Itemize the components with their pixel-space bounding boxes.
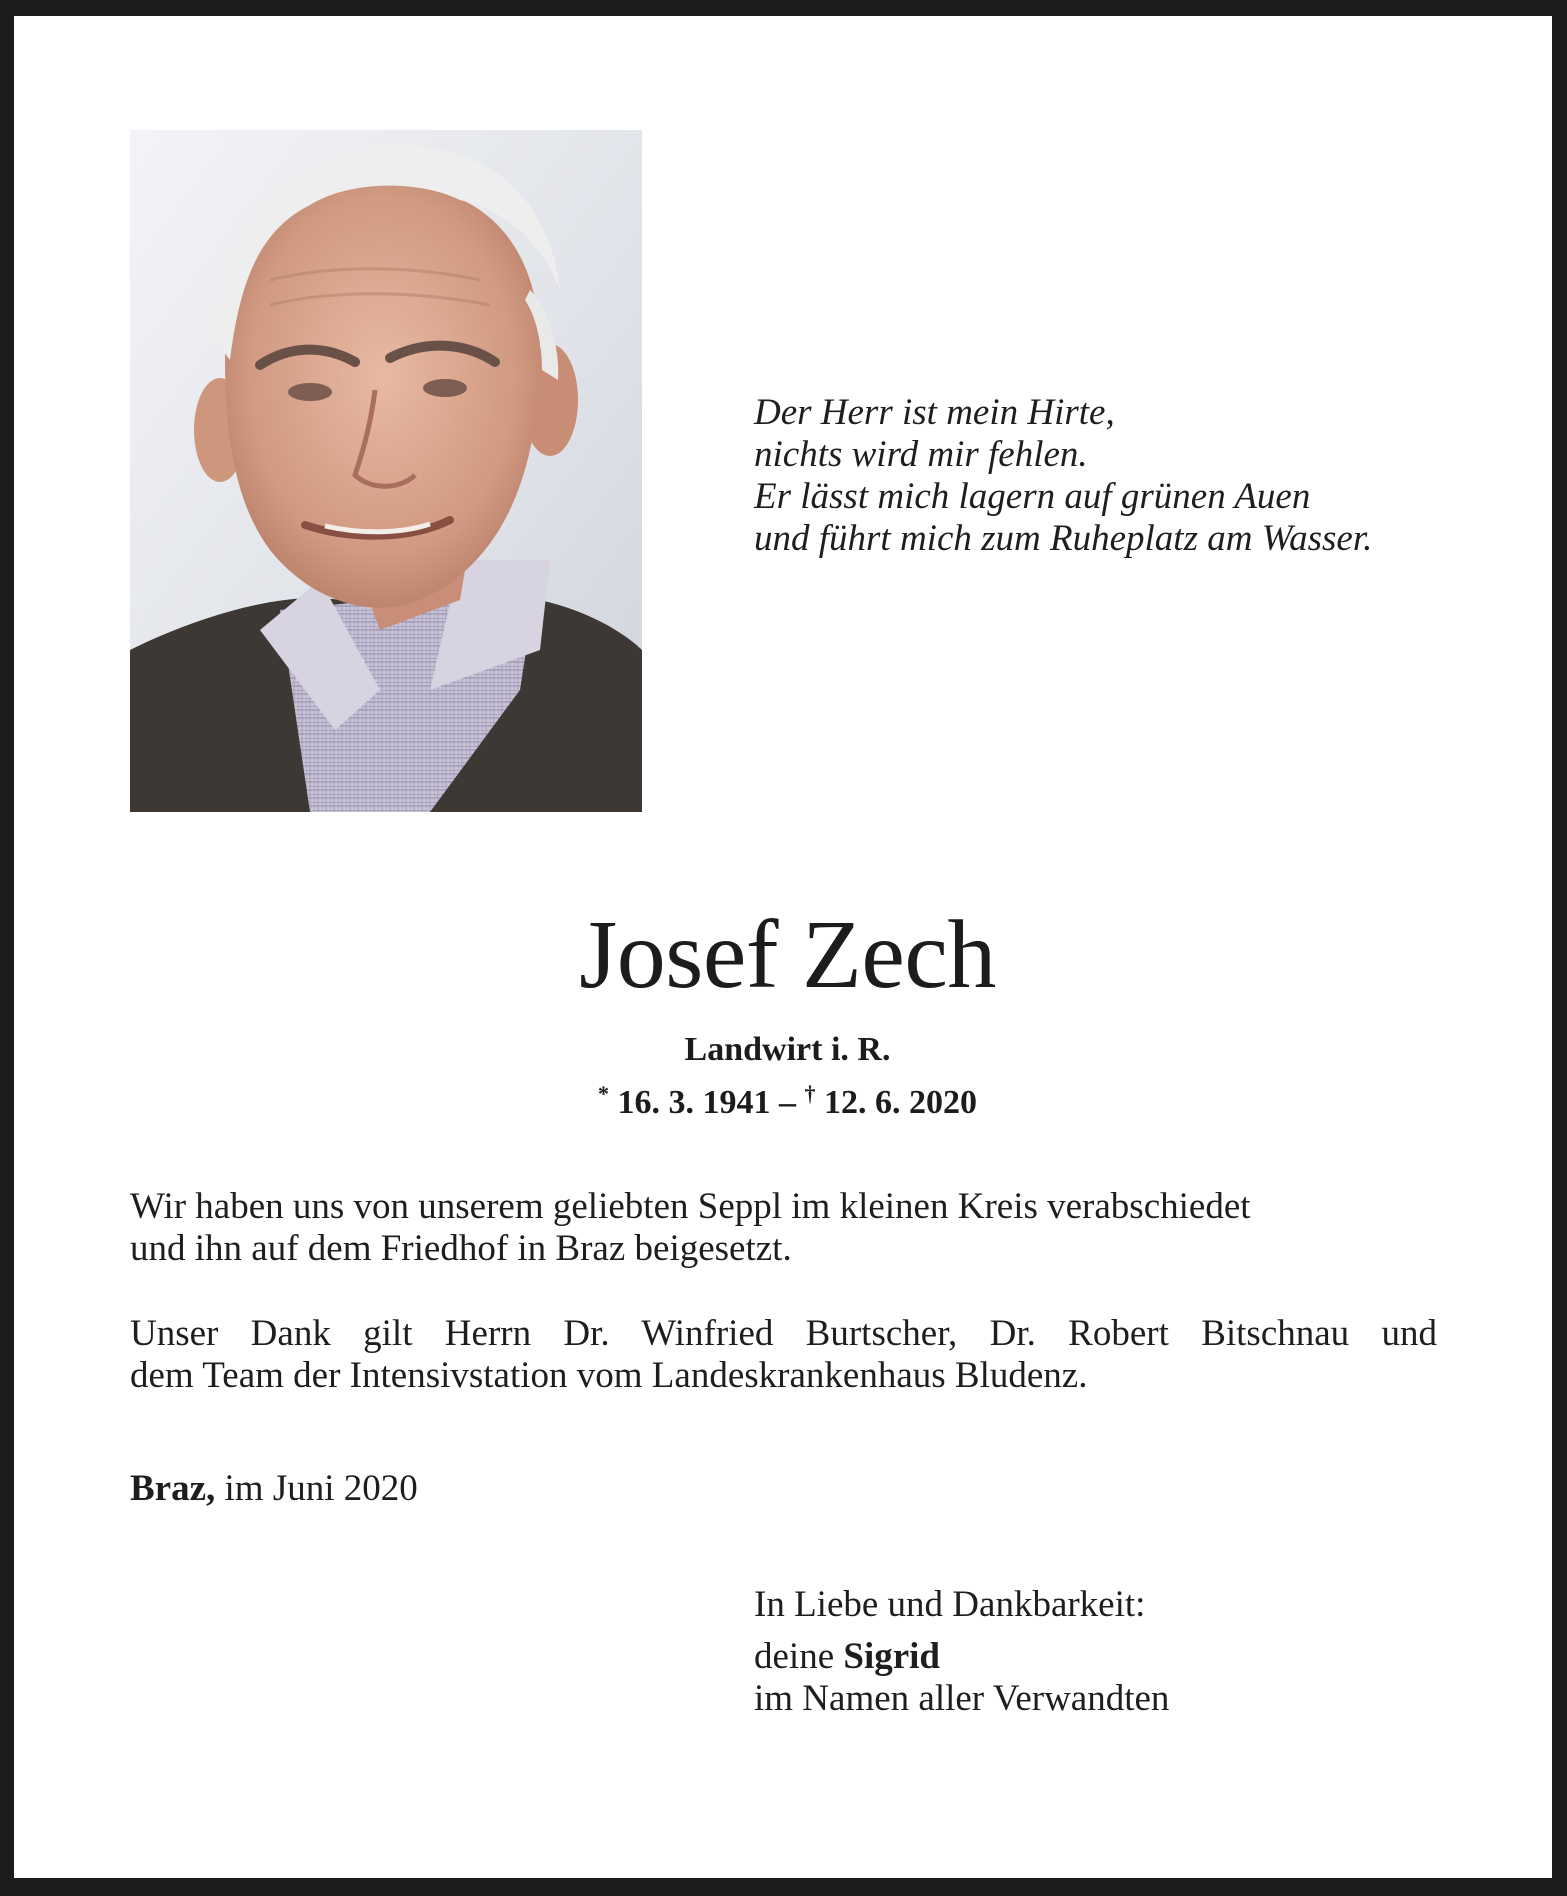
date-text: im Juni 2020 xyxy=(215,1468,418,1509)
death-date: 12. 6. 2020 xyxy=(824,1084,977,1121)
deceased-title: Landwirt i. R. xyxy=(684,1031,891,1068)
place: Braz, xyxy=(130,1468,216,1509)
verse-line: und führt mich zum Ruheplatz am Wasser. xyxy=(754,518,1373,559)
signer-name: Sigrid xyxy=(843,1636,941,1677)
paragraph-line: dem Team der Intensivstation vom Landeskrankenhaus Bludenz. xyxy=(130,1355,1088,1396)
thanks-paragraph xyxy=(130,1313,1437,1397)
date-separator: – xyxy=(770,1084,805,1121)
verse-line: Der Herr ist mein Hirte, xyxy=(754,392,1115,433)
death-symbol: † xyxy=(804,1081,816,1106)
birth-symbol: * xyxy=(598,1081,609,1106)
birth-date: 16. 3. 1941 xyxy=(617,1084,771,1121)
place-date xyxy=(130,1468,418,1510)
paragraph-line: Unser Dank gilt Herrn Dr. Winfried Burtscher, Dr. Robert Bitschnau und xyxy=(130,1313,1437,1354)
verse-line: nichts wird mir fehlen. xyxy=(754,434,1088,475)
life-dates xyxy=(0,1072,1567,1125)
farewell-paragraph xyxy=(130,1186,1437,1270)
closing-signature xyxy=(754,1584,1169,1720)
closing-relatives: im Namen aller Verwandten xyxy=(754,1678,1170,1719)
paragraph-line: und ihn auf dem Friedhof in Braz beigesetzt. xyxy=(130,1228,792,1269)
deceased-name: Josef Zech xyxy=(579,901,996,1009)
signer-prefix: deine xyxy=(754,1636,844,1677)
closing-signer xyxy=(754,1636,1169,1678)
closing-intro: In Liebe und Dankbarkeit: xyxy=(754,1584,1146,1625)
portrait-icon xyxy=(130,130,642,812)
bible-verse xyxy=(754,392,1372,560)
verse-line: Er lässt mich lagern auf grünen Auen xyxy=(754,476,1311,517)
paragraph-line: Wir haben uns von unserem geliebten Seppl im kleinen Kreis verabschiedet xyxy=(130,1186,1251,1227)
portrait-photo xyxy=(130,130,642,812)
